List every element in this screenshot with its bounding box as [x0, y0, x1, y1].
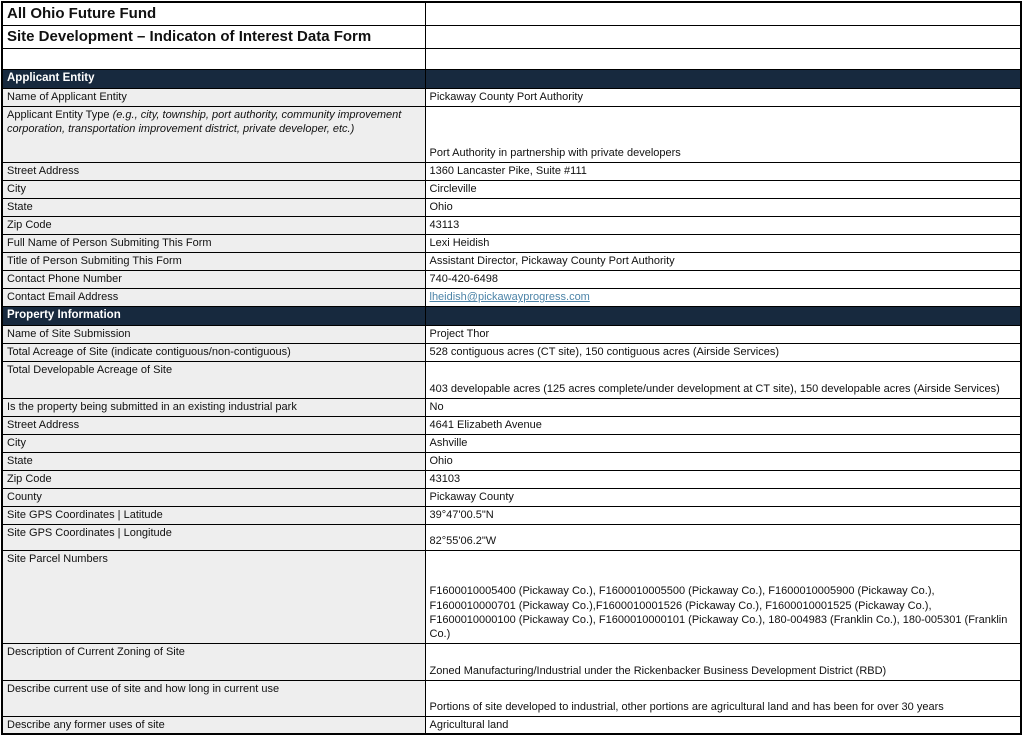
field-label: City [7, 436, 26, 449]
spacer-cell [425, 48, 1021, 69]
field-label: Applicant Entity Type [7, 108, 113, 121]
field-value-cell [425, 198, 1021, 216]
field-value-cell [425, 325, 1021, 343]
field-label: Zip Code [7, 218, 52, 231]
field-value: 82°55'06.2"W [429, 535, 497, 548]
field-value-cell [425, 506, 1021, 524]
field-label: City [7, 182, 26, 195]
field-value: Zoned Manufacturing/Industrial under the Rickenbacker Business Development District (RBD) [429, 665, 887, 678]
field-label: County [7, 490, 42, 503]
field-label-cell [2, 452, 425, 470]
section-header: Property Information [7, 308, 121, 321]
field-value-cell [425, 361, 1021, 398]
field-label-cell [2, 361, 425, 398]
field-value: Pickaway County [429, 491, 514, 504]
field-value: Pickaway County Port Authority [429, 91, 583, 104]
field-label: State [7, 454, 33, 467]
field-value-cell [425, 106, 1021, 162]
field-label-cell [2, 216, 425, 234]
field-label-cell [2, 162, 425, 180]
field-value: Circleville [429, 183, 477, 196]
field-value: 1360 Lancaster Pike, Suite #111 [429, 165, 587, 178]
section-header-fill [425, 69, 1021, 88]
field-label-cell [2, 325, 425, 343]
field-value: 4641 Elizabeth Avenue [429, 419, 542, 432]
field-value-cell [425, 550, 1021, 643]
field-value-cell [425, 288, 1021, 306]
field-value: Assistant Director, Pickaway County Port Authority [429, 255, 675, 268]
section-header: Applicant Entity [7, 71, 95, 84]
field-label: Describe current use of site and how long in current use [7, 682, 280, 695]
field-label-cell [2, 470, 425, 488]
field-label-cell [2, 416, 425, 434]
field-value-cell [425, 162, 1021, 180]
section-header-fill [425, 306, 1021, 325]
field-label: Is the property being submitted in an existing industrial park [7, 400, 297, 413]
field-label: Zip Code [7, 472, 52, 485]
field-value: 43113 [429, 219, 460, 232]
field-label-cell [2, 198, 425, 216]
field-value-cell [425, 452, 1021, 470]
field-label-cell [2, 680, 425, 716]
section-header-cell [2, 69, 425, 88]
field-label-cell [2, 288, 425, 306]
field-value: Project Thor [429, 328, 490, 341]
field-label: Street Address [7, 164, 80, 177]
form-table [1, 1, 1022, 735]
form-title: All Ohio Future Fund [7, 5, 157, 22]
field-value-cell [425, 680, 1021, 716]
field-label-cell [2, 234, 425, 252]
field-value: Portions of site developed to industrial, other portions are agricultural land and has been for over 30 years [429, 701, 944, 714]
field-value: Ashville [429, 437, 468, 450]
field-label: Site Parcel Numbers [7, 552, 108, 565]
field-label-cell [2, 434, 425, 452]
field-value-cell [425, 524, 1021, 550]
form-title: Site Development – Indicaton of Interest Data Form [7, 27, 372, 45]
field-label: Site GPS Coordinates | Latitude [7, 508, 163, 521]
form-title-cell [2, 25, 425, 48]
field-value: Ohio [429, 455, 453, 468]
field-label: Total Developable Acreage of Site [7, 363, 173, 376]
field-label-note: (e.g., city, township, port authority, community improvement corporation, transportation improvement district, private developer, etc.) [7, 108, 402, 135]
spacer-cell [2, 48, 425, 69]
email-link[interactable]: lheidish@pickawayprogress.com [429, 291, 590, 304]
empty-cell [425, 25, 1021, 48]
field-value: 43103 [429, 473, 461, 486]
field-label-cell [2, 398, 425, 416]
field-value-cell [425, 716, 1021, 734]
field-label: State [7, 200, 33, 213]
field-label-cell [2, 488, 425, 506]
field-value: 528 contiguous acres (CT site), 150 contiguous acres (Airside Services) [429, 346, 780, 359]
field-label-cell [2, 252, 425, 270]
field-value-cell [425, 416, 1021, 434]
field-value-cell [425, 488, 1021, 506]
field-label-cell [2, 88, 425, 106]
field-value-cell [425, 470, 1021, 488]
field-value: No [429, 401, 444, 414]
field-value-cell [425, 180, 1021, 198]
field-label: Name of Applicant Entity [7, 90, 127, 103]
field-value: Lexi Heidish [429, 237, 490, 250]
field-label: Name of Site Submission [7, 327, 131, 340]
field-value-cell [425, 270, 1021, 288]
field-label: Description of Current Zoning of Site [7, 645, 185, 658]
field-value-cell [425, 434, 1021, 452]
field-value-cell [425, 234, 1021, 252]
field-value: 39°47'00.5"N [429, 509, 494, 522]
field-value: Agricultural land [429, 718, 509, 731]
field-value-cell [425, 88, 1021, 106]
field-value-cell [425, 216, 1021, 234]
field-label: Site GPS Coordinates | Longitude [7, 526, 172, 539]
empty-cell [425, 2, 1021, 25]
field-label-cell [2, 550, 425, 643]
field-label-cell [2, 106, 425, 162]
field-value: Port Authority in partnership with private developers [429, 147, 681, 160]
section-header-cell [2, 306, 425, 325]
field-label-cell [2, 180, 425, 198]
field-label: Street Address [7, 418, 80, 431]
field-label-cell [2, 643, 425, 680]
field-label-cell [2, 506, 425, 524]
field-value: 740-420-6498 [429, 273, 499, 286]
form-title-cell [2, 2, 425, 25]
field-value-cell [425, 343, 1021, 361]
field-value: 403 developable acres (125 acres complete/under development at CT site), 150 developable acres (Airside Services) [429, 383, 1000, 396]
field-label: Describe any former uses of site [7, 718, 165, 731]
field-value: Ohio [429, 201, 453, 214]
form-body [2, 2, 1021, 734]
field-value-cell [425, 643, 1021, 680]
field-label-cell [2, 716, 425, 734]
field-label: Title of Person Submiting This Form [7, 254, 182, 267]
field-label: Total Acreage of Site (indicate contiguous/non-contiguous) [7, 345, 291, 358]
field-label-cell [2, 524, 425, 550]
field-value-cell [425, 252, 1021, 270]
field-value: F1600010005400 (Pickaway Co.), F1600010005500 (Pickaway Co.), F1600010005900 (Pickaway Co.), F1600010000701 (Pickaway Co.),F1600010001526 (Pickaway Co.), F1600010001525 (Pickaway Co.), F1600010000100 (Pickaway Co.), F1600010000101 (Pickaway Co.), 180-004983 (Franklin Co.), 180-005301 (Franklin Co.) [429, 585, 1008, 641]
field-label: Full Name of Person Submiting This Form [7, 236, 212, 249]
field-value-cell [425, 398, 1021, 416]
field-label-cell [2, 343, 425, 361]
field-label: Contact Phone Number [7, 272, 122, 285]
field-label-cell [2, 270, 425, 288]
field-label: Contact Email Address [7, 290, 119, 303]
